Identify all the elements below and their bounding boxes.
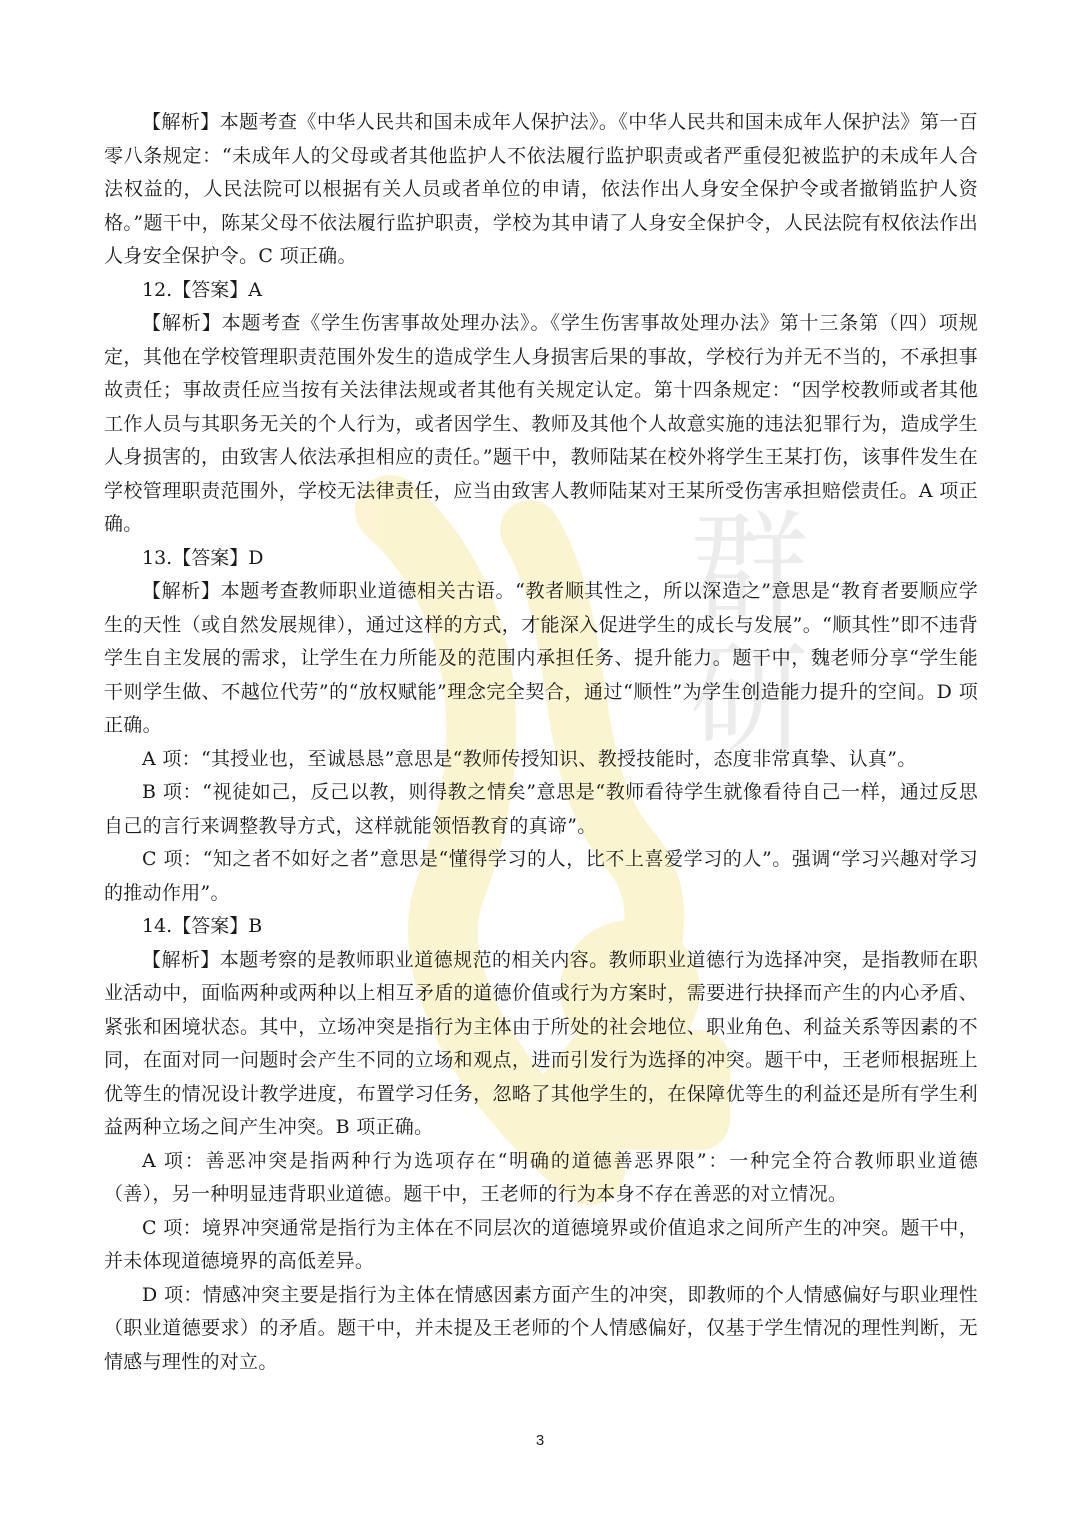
answer-14: 14.【答案】B: [142, 915, 263, 937]
answer-12: 12.【答案】A: [142, 278, 262, 301]
watermark-char-2: 研: [690, 630, 810, 769]
page-number: 3: [535, 1432, 545, 1449]
option-b-13: B 项：“视徒如己，反己以教，则得教之情矣”意思是“教师看待学生就像看待自己一样，通过反思自己的言行来调整教导方式，这样就能领悟教育的真谛”。: [104, 781, 978, 837]
option-a-13: A 项：“其授业也，至诚恳恳”意思是“教师传授知识、教授技能时，态度非常真挚、认真”。: [142, 747, 917, 770]
explanation-11: 【解析】本题考查《中华人民共和国未成年人保护法》。《中华人民共和国未成年人保护法》第一百零八条规定：“未成年人的父母或者其他监护人不依法履行监护职责或者严重侵犯被监护的未成年人合法权益的，人民法院可以根据有关人员或者单位的申请，依法作出人身安全保护令或者撤销监护人资格。”题干中，陈某父母不依法履行监护职责，学校为其申请了人身安全保护令，人民法院有权依法作出人身安全保护令。C 项正确。: [104, 111, 978, 267]
explanation-12: 【解析】本题考查《学生伤害事故处理办法》。《学生伤害事故处理办法》第十三条第（四）项规定，其他在学校管理职责范围外发生的造成学生人身损害后果的事故，学校行为并无不当的，不承担事故责任；事故责任应当按有关法律法规或者其他有关规定认定。第十四条规定：“因学校教师或者其他工作人员与其职务无关的个人行为，或者因学生、教师及其他个人故意实施的违法犯罪行为，造成学生人身损害的，由致害人依法承担相应的责任。”题干中，教师陆某在校外将学生王某打伤，该事件发生在学校管理职责范围外，学校无法律责任，应当由致害人教师陆某对王某所受伤害承担赔偿责任。A 项正确。: [104, 312, 978, 535]
option-c-14: C 项：境界冲突通常是指行为主体在不同层次的道德境界或价值追求之间所产生的冲突。题干中，并未体现道德境界的高低差异。: [104, 1216, 978, 1272]
option-a-14: A 项：善恶冲突是指两种行为选项存在“明确的道德善恶界限”：一种完全符合教师职业道德（善），另一种明显违背职业道德。题干中，王老师的行为本身不存在善恶的对立情况。: [104, 1149, 978, 1205]
document-page: [104, 106, 978, 1379]
explanation-14: 【解析】本题考察的是教师职业道德规范的相关内容。教师职业道德行为选择冲突，是指教师在职业活动中，面临两种或两种以上相互矛盾的道德价值或行为方案时，需要进行抉择而产生的内心矛盾、紧张和困境状态。其中，立场冲突是指行为主体由于所处的社会地位、职业角色、利益关系等因素的不同，在面对同一问题时会产生不同的立场和观点，进而引发行为选择的冲突。题干中，王老师根据班上优等生的情况设计教学进度，布置学习任务，忽略了其他学生的，在保障优等生的利益还是所有学生利益两种立场之间产生冲突。B 项正确。: [104, 948, 978, 1138]
explanation-13: 【解析】本题考查教师职业道德相关古语。“教者顺其性之，所以深造之”意思是“教育者要顺应学生的天性（或自然发展规律），通过这样的方式，才能深入促进学生的成长与发展”。“顺其性”即不违背学生自主发展的需求，让学生在力所能及的范围内承担任务、提升能力。题干中，魏老师分享“学生能干则学生做、不越位代劳”的“放权赋能”理念完全契合，通过“顺性”为学生创造能力提升的空间。D 项正确。: [104, 580, 978, 736]
answer-13: 13.【答案】D: [142, 546, 264, 569]
watermark-char-1: 群: [690, 500, 810, 639]
option-d-14: D 项：情感冲突主要是指行为主体在情感因素方面产生的冲突，即教师的个人情感偏好与职业理性（职业道德要求）的矛盾。题干中，并未提及王老师的个人情感偏好，仅基于学生情况的理性判断，无情感与理性的对立。: [104, 1283, 978, 1373]
option-c-13: C 项：“知之者不如好之者”意思是“懂得学习的人，比不上喜爱学习的人”。强调“学习兴趣对学习的推动作用”。: [104, 848, 978, 904]
